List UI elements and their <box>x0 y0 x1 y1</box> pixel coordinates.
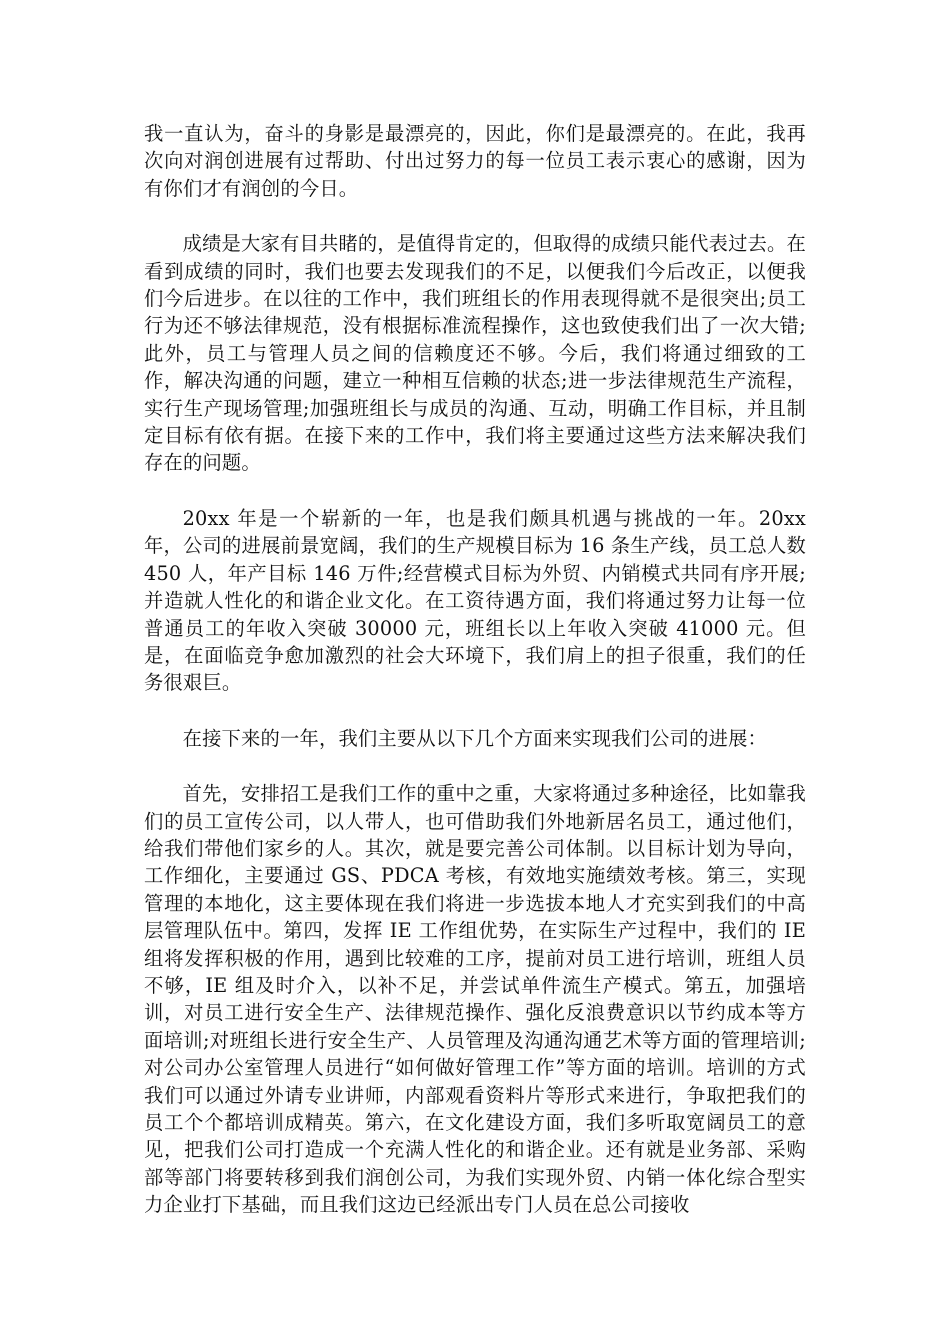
paragraph-achievements: 成绩是大家有目共睹的，是值得肯定的，但取得的成绩只能代表过去。在看到成绩的同时，我们也要去发现我们的不足，以便我们今后改正，以便我们今后进步。在以往的工作中，我们班组长的作用表现得就不是很突出;员工行为还不够法律规范，没有根据标准流程操作，这也致使我们出了一次大错;此外，员工与管理人员之间的信赖度还不够。今后，我们将通过细致的工作，解决沟通的问题，建立一种相互信赖的状态;进一步法律规范生产流程，实行生产现场管理;加强班组长与成员的沟通、互动，明确工作目标，并且制定目标有依有据。在接下来的工作中，我们将主要通过这些方法来解决我们存在的问题。 <box>144 232 806 475</box>
document-body <box>144 120 806 1219</box>
paragraph-plan-intro: 在接下来的一年，我们主要从以下几个方面来实现我们公司的进展： <box>182 726 768 750</box>
paragraph-thanks: 我一直认为，奋斗的身影是最漂亮的，因此，你们是最漂亮的。在此，我再次向对润创进展有过帮助、付出过努力的每一位员工表示衷心的感谢，因为有你们才有润创的今日。 <box>144 122 806 200</box>
paragraph-annual-goals: 20xx 年是一个崭新的一年，也是我们颇具机遇与挑战的一年。20xx 年，公司的进展前景宽阔，我们的生产规模目标为 16 条生产线，员工总人数 450 人，年产目标 146 万件;经营模式目标为外贸、内销模式共同有序开展;并造就人性化的和谐企业文化。在工资待遇方面，我们将通过努力让每一位普通员工的年收入突破 30000 元，班组长以上年收入突破 41000 元。但是，在面临竞争愈加激烈的社会大环境下，我们肩上的担子很重，我们的任务很艰巨。 <box>144 506 806 695</box>
paragraph-plan-details: 首先，安排招工是我们工作的重中之重，大家将通过多种途径，比如靠我们的员工宣传公司，以人带人，也可借助我们外地新居名员工，通过他们，给我们带他们家乡的人。其次，就是要完善公司体制。以目标计划为导向，工作细化，主要通过 GS、PDCA 考核，有效地实施绩效考核。第三，实现管理的本地化，这主要体现在我们将进一步选拔本地人才充实到我们的中高层管理队伍中。第四，发挥 IE 工作组优势，在实际生产过程中，我们的 IE 组将发挥积极的作用，遇到比较难的工序，提前对员工进行培训，班组人员不够，IE 组及时介入，以补不足，并尝试单件流生产模式。第五，加强培训，对员工进行安全生产、法律规范操作、强化反浪费意识以节约成本等方面培训;对班组长进行安全生产、人员管理及沟通沟通艺术等方面的管理培训;对公司办公室管理人员进行“如何做好管理工作”等方面的培训。培训的方式我们可以通过外请专业讲师，内部观看资料片等形式来进行，争取把我们的员工个个都培训成精英。第六，在文化建设方面，我们多听取宽阔员工的意见，把我们公司打造成一个充满人性化的和谐企业。还有就是业务部、采购部等部门将要转移到我们润创公司，为我们实现外贸、内销一体化综合型实力企业打下基础，而且我们这边已经派出专门人员在总公司接收 <box>144 782 806 1217</box>
